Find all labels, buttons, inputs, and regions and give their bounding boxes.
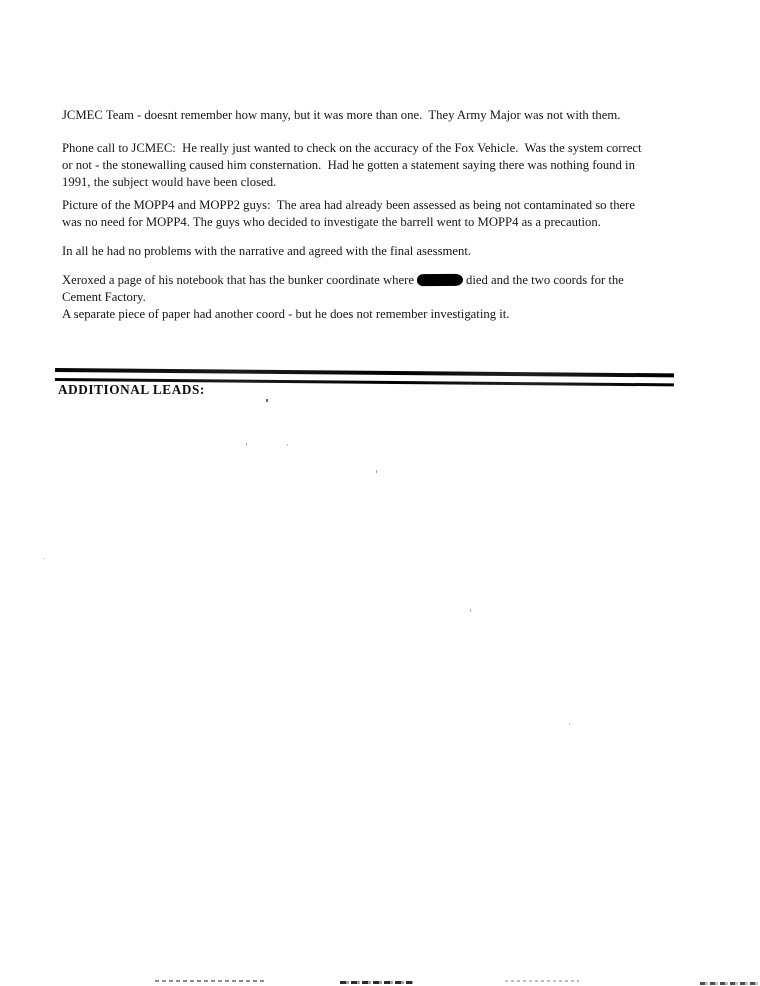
scan-smudge-bottom <box>700 982 760 985</box>
section-header-additional-leads: ADDITIONAL LEADS: <box>58 382 205 397</box>
scan-speck <box>287 444 288 446</box>
scan-speck <box>43 558 45 559</box>
text-after-redaction: died and the two coords for the <box>465 273 624 287</box>
paragraph-mopp-picture <box>62 197 702 231</box>
paragraph-narrative-agreement <box>62 243 702 260</box>
text-line-with-redaction <box>62 272 702 289</box>
paragraph-xeroxed-notebook <box>62 272 702 323</box>
document-body-text <box>62 107 702 323</box>
section-rule-top <box>55 368 674 377</box>
scan-speck <box>569 723 570 725</box>
scan-smudge-bottom <box>505 980 579 982</box>
text-before-redaction: Xeroxed a page of his notebook that has the bunker coordinate where <box>62 273 414 287</box>
text-line: JCMEC Team - doesnt remember how many, but it was more than one. They Army Major was not with them. <box>62 108 621 122</box>
paragraph-phone-call <box>62 140 702 191</box>
scan-smudge-bottom <box>155 980 267 982</box>
text-line: Cement Factory. <box>62 290 146 304</box>
scan-smudge-bottom <box>340 981 413 984</box>
text-line: 1991, the subject would have been closed. <box>62 175 277 189</box>
scan-speck <box>376 470 377 473</box>
text-line: A separate piece of paper had another coord - but he does not remember investigating it. <box>62 307 510 321</box>
text-line: In all he had no problems with the narrative and agreed with the final asessment. <box>62 244 472 258</box>
text-line: Phone call to JCMEC: He really just wanted to check on the accuracy of the Fox Vehicle. Was the system correct <box>62 141 642 155</box>
scan-speck <box>470 609 471 612</box>
text-line: or not - the stonewalling caused him consternation. Had he gotten a statement saying there was nothing found in <box>62 158 635 172</box>
redaction-bar <box>417 274 463 286</box>
text-line: was no need for MOPP4. The guys who decided to investigate the barrell went to MOPP4 as a precaution. <box>62 215 601 229</box>
scan-speck <box>246 443 247 446</box>
scan-speck <box>266 399 268 402</box>
paragraph-jcmec-team <box>62 107 702 124</box>
text-line: Picture of the MOPP4 and MOPP2 guys: The area had already been assessed as being not contaminated so there <box>62 198 636 212</box>
